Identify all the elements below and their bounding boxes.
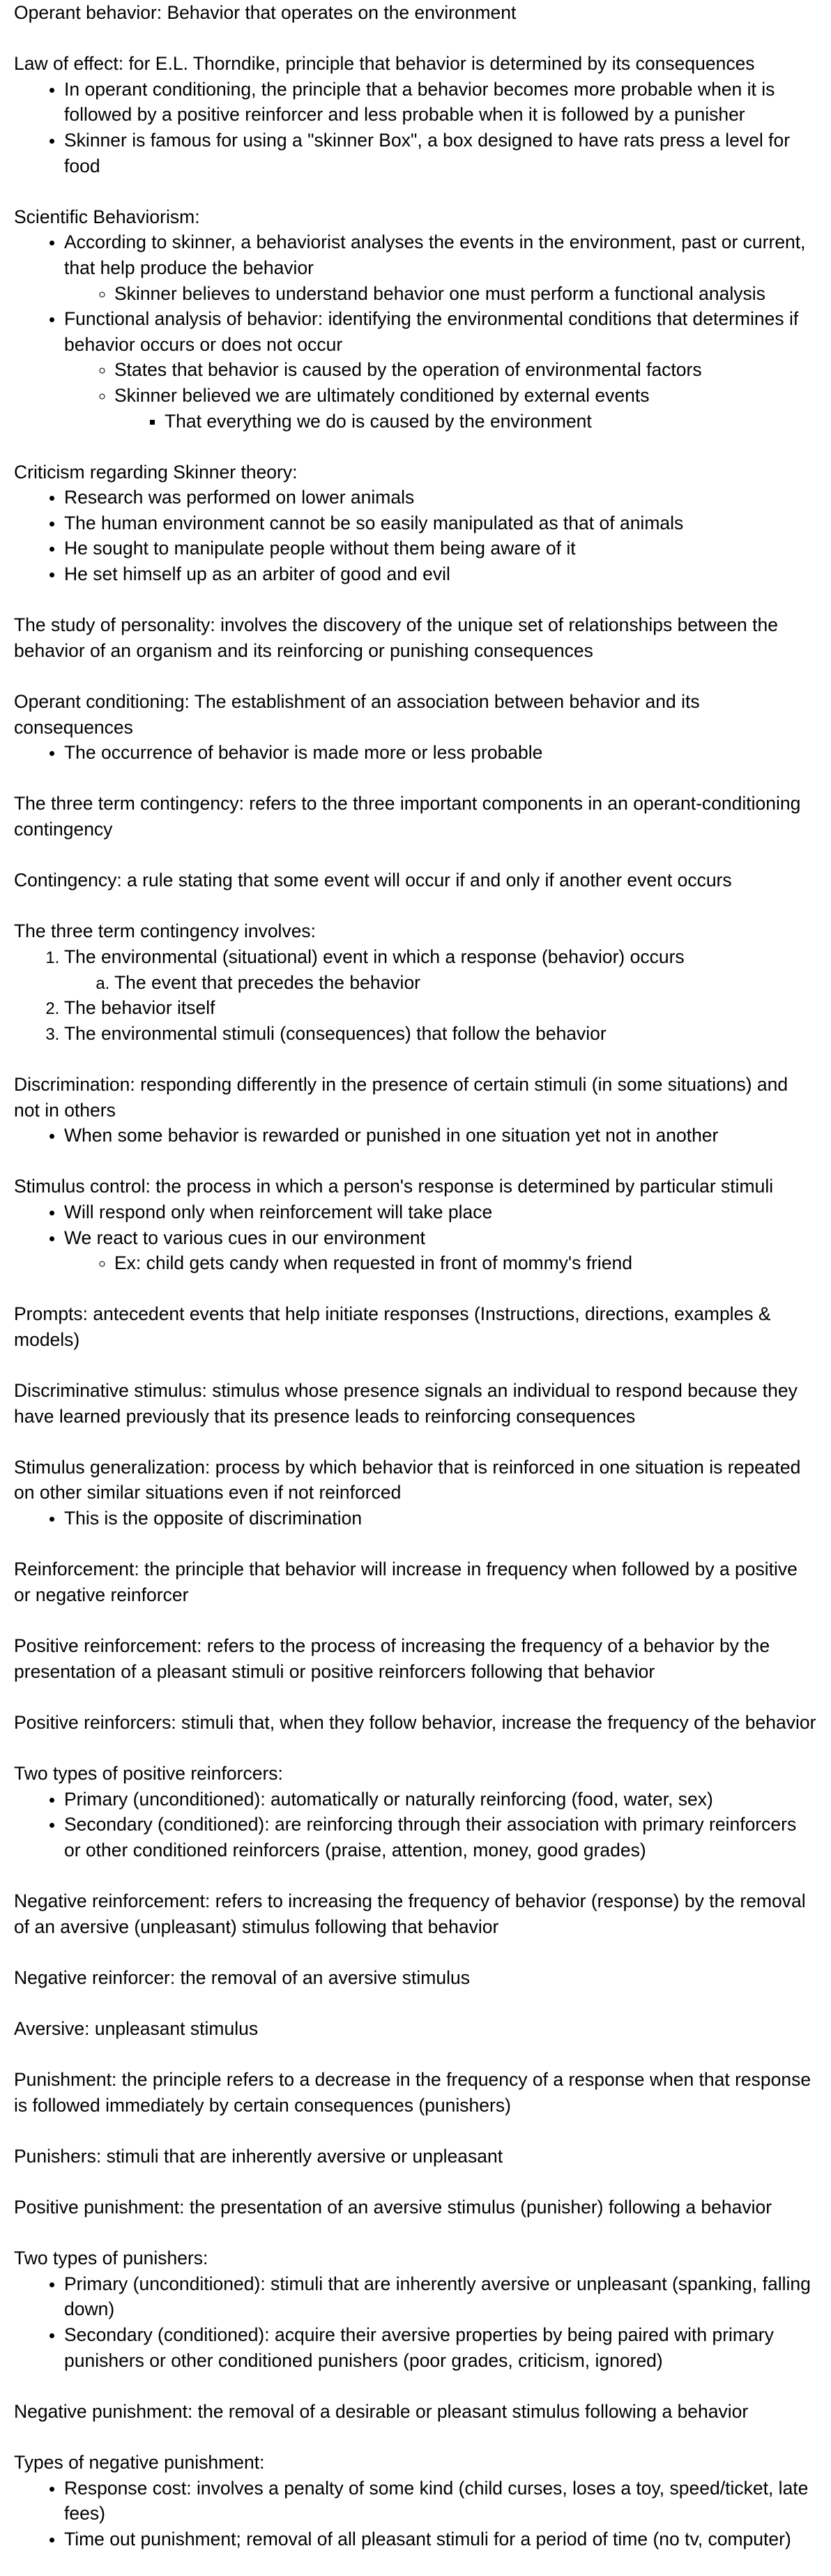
section-heading: Contingency: a rule stating that some event will occur if and only if another event occurs [14, 870, 732, 891]
section-heading: Law of effect: for E.L. Thorndike, principle that behavior is determined by its consequences [14, 53, 755, 75]
list-item [64, 2526, 817, 2552]
list-item [114, 1250, 817, 1276]
section [14, 2245, 817, 2373]
list-item-text: When some behavior is rewarded or punished in one situation yet not in another [64, 1125, 719, 1146]
list-item-text: The human environment cannot be so easily manipulated as that of animals [64, 512, 684, 533]
list-item [64, 77, 817, 128]
section [14, 1761, 817, 1863]
list-item-text: Response cost: involves a penalty of some kind (child curses, loses a toy, speed/ticket, late fees) [64, 2477, 809, 2524]
list-item-text: States that behavior is caused by the operation of environmental factors [114, 359, 702, 381]
list-item [64, 2322, 817, 2373]
bullet-list [114, 409, 817, 434]
list-item [64, 740, 817, 766]
section [14, 1965, 817, 1991]
list-item [64, 2271, 817, 2322]
section-heading: Types of negative punishment: [14, 2452, 265, 2473]
bullet-list [14, 2271, 817, 2373]
section [14, 2399, 817, 2425]
list-item [64, 229, 817, 306]
list-item [64, 306, 817, 434]
section [14, 1710, 817, 1736]
section-heading: Scientific Behaviorism: [14, 206, 200, 227]
list-item-text: Secondary (conditioned): acquire their aversive properties by being paired with primary punishers or other conditioned punishers (poor grades, criticism, ignored) [64, 2324, 774, 2371]
list-item-text: He set himself up as an arbiter of good and evil [64, 563, 450, 585]
list-item-text: Primary (unconditioned): automatically or naturally reinforcing (food, water, sex) [64, 1788, 713, 1810]
section [14, 0, 817, 26]
bullet-list [14, 1123, 817, 1149]
bullet-list [14, 740, 817, 766]
section [14, 1301, 817, 1352]
list-item [64, 1506, 817, 1531]
list-item [64, 1812, 817, 1863]
list-item-text: Secondary (conditioned): are reinforcing through their association with primary reinforcers or other conditioned reinforcers (praise, attention, money, good grades) [64, 1814, 797, 1861]
section [14, 2067, 817, 2118]
section-heading: The three term contingency: refers to the three important components in an operant-conditioning contingency [14, 793, 801, 840]
list-item [64, 1225, 817, 1276]
list-item-text: Research was performed on lower animals [64, 487, 415, 508]
section [14, 1633, 817, 1684]
bullet-list [14, 485, 817, 586]
section [14, 1556, 817, 1607]
list-item-text: He sought to manipulate people without them being aware of it [64, 538, 576, 559]
list-item [64, 536, 817, 561]
list-item [64, 2476, 817, 2526]
list-item-text: In operant conditioning, the principle that a behavior becomes more probable when it is followed by a positive reinforcer and less probable when it is followed by a punisher [64, 78, 775, 126]
section-heading: Discriminative stimulus: stimulus whose presence signals an individual to respond because they have learned previously that its presence leads to reinforcing consequences [14, 1380, 798, 1427]
bullet-list [64, 357, 817, 434]
list-item [64, 1123, 817, 1149]
section-heading: Two types of punishers: [14, 2248, 208, 2269]
section-heading: Prompts: antecedent events that help initiate responses (Instructions, directions, examples & models) [14, 1303, 771, 1350]
section [14, 2144, 817, 2169]
list-item [165, 409, 817, 434]
bullet-list [14, 77, 817, 179]
list-item-text: This is the opposite of discrimination [64, 1508, 363, 1529]
bullet-list [14, 1787, 817, 1863]
numbered-list [64, 970, 817, 996]
list-item-text: The behavior itself [64, 997, 215, 1019]
bullet-list [14, 2476, 817, 2552]
section [14, 1455, 817, 1531]
list-item-text: Skinner believes to understand behavior one must perform a functional analysis [114, 282, 765, 304]
list-item [114, 357, 817, 383]
section-heading: The study of personality: involves the discovery of the unique set of relationships between the behavior of an organism and its reinforcing or punishing consequences [14, 614, 778, 661]
list-item [64, 995, 817, 1021]
section [14, 204, 817, 434]
bullet-list [14, 1506, 817, 1531]
list-item-text: Time out punishment; removal of all pleasant stimuli for a period of time (no tv, computer) [64, 2528, 791, 2550]
section-heading: Operant conditioning: The establishment of an association between behavior and its consequences [14, 691, 700, 738]
list-item-text: The occurrence of behavior is made more or less probable [64, 742, 543, 764]
list-item [64, 1199, 817, 1225]
section-heading: Aversive: unpleasant stimulus [14, 2017, 259, 2039]
section [14, 2195, 817, 2220]
section-heading: Punishment: the principle refers to a decrease in the frequency of a response when that response is followed immediately by certain consequences (punishers) [14, 2069, 811, 2116]
list-item-text: We react to various cues in our environment [64, 1227, 425, 1248]
section [14, 2016, 817, 2042]
list-item-text: Skinner is famous for using a "skinner Box", a box designed to have rats press a level for food [64, 129, 791, 176]
bullet-list [64, 281, 817, 307]
section [14, 867, 817, 893]
list-item-text: Primary (unconditioned): stimuli that are inherently aversive or unpleasant (spanking, falling down) [64, 2273, 811, 2320]
section [14, 1888, 817, 1939]
list-item-text: Will respond only when reinforcement will take place [64, 1201, 493, 1222]
section [14, 689, 817, 766]
section-heading: Criticism regarding Skinner theory: [14, 461, 298, 483]
section [14, 51, 817, 179]
section [14, 460, 817, 587]
section-heading: Operant behavior: Behavior that operates on the environment [14, 2, 517, 23]
list-item [64, 510, 817, 536]
section-heading: Punishers: stimuli that are inherently aversive or unpleasant [14, 2145, 503, 2167]
list-item [114, 281, 817, 307]
section [14, 918, 817, 1046]
list-item-text: That everything we do is caused by the environment [165, 410, 592, 432]
section-heading: Negative reinforcer: the removal of an aversive stimulus [14, 1967, 470, 1988]
section [14, 791, 817, 842]
list-item-text: The environmental (situational) event in which a response (behavior) occurs [64, 946, 685, 967]
section-heading: Positive reinforcement: refers to the process of increasing the frequency of a behavior by the presentation of a pleasant stimuli or positive reinforcers following that behavior [14, 1635, 770, 1682]
section-heading: Positive reinforcers: stimuli that, when they follow behavior, increase the frequency of the behavior [14, 1711, 816, 1733]
list-item [114, 970, 817, 996]
section-heading: Positive punishment: the presentation of an aversive stimulus (punisher) following a behavior [14, 2197, 772, 2218]
list-item [64, 944, 817, 995]
section-heading: The three term contingency involves: [14, 920, 317, 942]
section-heading: Discrimination: responding differently in the presence of certain stimuli (in some situations) and not in others [14, 1073, 788, 1121]
section-heading: Two types of positive reinforcers: [14, 1762, 283, 1784]
section-heading: Negative reinforcement: refers to increasing the frequency of behavior (response) by the removal of an aversive (unpleasant) stimulus following that behavior [14, 1890, 806, 1937]
list-item [64, 1021, 817, 1047]
list-item-text: According to skinner, a behaviorist analyses the events in the environment, past or current, that help produce the behavior [64, 232, 806, 278]
bullet-list [14, 1199, 817, 1276]
list-item-text: The event that precedes the behavior [114, 971, 421, 993]
list-item [64, 485, 817, 510]
section-heading: Stimulus control: the process in which a person's response is determined by particular stimuli [14, 1176, 774, 1197]
list-item [64, 1787, 817, 1812]
section [14, 1072, 817, 1149]
section [14, 1174, 817, 1275]
section [14, 1378, 817, 1429]
list-item [114, 383, 817, 434]
section [14, 612, 817, 663]
numbered-list [14, 944, 817, 1046]
section-heading: Reinforcement: the principle that behavior will increase in frequency when followed by a positive or negative reinforcer [14, 1559, 798, 1605]
list-item-text: Functional analysis of behavior: identifying the environmental conditions that determines if behavior occurs or does not occur [64, 308, 799, 355]
list-item [64, 561, 817, 587]
section-heading: Negative punishment: the removal of a desirable or pleasant stimulus following a behavior [14, 2400, 749, 2422]
bullet-list [14, 229, 817, 434]
list-item-text: Skinner believed we are ultimately conditioned by external events [114, 384, 650, 406]
list-item [64, 128, 817, 179]
section [14, 2450, 817, 2552]
list-item-text: The environmental stimuli (consequences) that follow the behavior [64, 1022, 607, 1044]
list-item-text: Ex: child gets candy when requested in front of mommy's friend [114, 1252, 632, 1274]
bullet-list [64, 1250, 817, 1276]
section-heading: Stimulus generalization: process by which behavior that is reinforced in one situation is repeated on other similar situations even if not reinforced [14, 1456, 801, 1503]
